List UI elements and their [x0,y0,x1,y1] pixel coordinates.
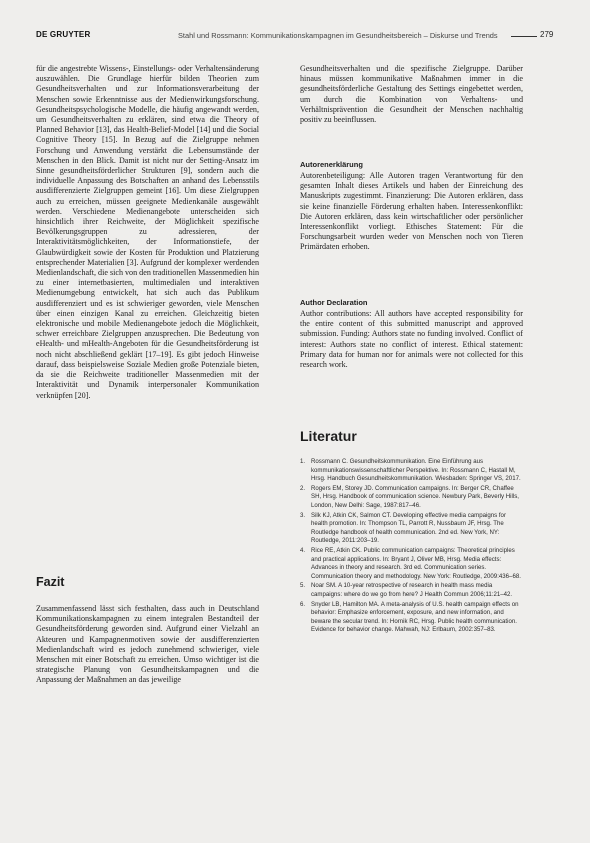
reference-number: 5. [300,582,306,590]
right-column [300,64,523,125]
reference-item [300,512,523,546]
reference-item [300,582,523,599]
fazit-section [36,604,259,686]
reference-item [300,547,523,581]
reference-text: Silk KJ, Atkin CK, Salmon CT. Developing effective media campaigns for health promotion. In: Thompson TL, Parrott R, Nussbaum JF, Hrsg. The Routledge handbook of health communication. 2nd ed. New York, NY: Routledge, 2011:203–19. [311,511,506,545]
page-header [36,28,556,42]
author-declaration-section [300,298,523,370]
header-rule [511,36,537,37]
autorenerklaerung-paragraph: Autorenbeteiligung: Alle Autoren tragen Verantwortung für den gesamten Inhalt dieses Artikels und haben der Einreichung des Manuskripts zugestimmt. Finanzierung: Die Autoren erklären, dass sie keine finanzielle Förderung erhalten haben. Interessenkonflikt: Die Autoren erklären, dass kein wirtschaftlicher oder persönlicher Interessenkonflikt vorliegt. Ethisches Statement: Für die Forschungsarbeit wurden weder von Menschen noch von Tieren Primärdaten erhoben. [300,171,523,252]
reference-text: Noar SM. A 10-year retrospective of research in health mass media campaigns: where do we go from here? J Health Commun 2006;11:21–42. [311,582,513,598]
reference-number: 4. [300,546,306,554]
reference-number: 1. [300,458,306,465]
left-column [36,64,259,401]
reference-number: 2. [300,484,306,492]
fazit-heading: Fazit [36,575,65,589]
publisher-logo: DE GRUYTER [36,30,91,39]
reference-text: Snyder LB, Hamilton MA. A meta-analysis of U.S. health campaign effects on behavior: Emphasize enforcement, exposure, and new information, and beware the secular trend. In: Hornik RC, Hrsg. Public health communication. Evidence for behavior change. Mahwah, NJ: Erlbaum, 2002:357–83. [311,600,519,634]
left-body-paragraph: für die angestrebte Wissens-, Einstellungs- oder Verhaltensänderung auszuwählen. Die Grundlage hierfür bilden Theorien zum Gesundheitsverhalten und zur Informationsverarbeitung der Menschen sowie Erkenntnisse aus der Medienwirkungsforschung. Gesundheitspsychologische Modelle, die häufig angewandt werden, um Gesundheitsverhalten zu erklären, sind etwa die Theory of Planned Behavior [13], das Health-Belief-Model [14] und die Social Cognitive Theory [15]. In Bezug auf die Zielgruppe nehmen Forschung und Anwendung verstärkt die Lebensumstände der Menschen in den Blick. Damit ist nicht nur der Setting-Ansatz im Sinne gesundheitsförderlicher Strukturen [9], sondern auch die individuelle Anpassung des Botschaften an anhand des Lebensstils ausdifferenzierte Zielgruppen gemeint [16]. Um diese Zielgruppen auch zu erreichen, müssen geeignete Medienkanäle ausgewählt werden. Verschiedene Medienangebote unterscheiden sich hinsichtlich ihrer Reichweite, der Möglichkeit spezifische Bevölkerungsgruppen zu adressieren, der Interaktivitätsmöglichkeiten, der Informationstiefe, der Glaubwürdigkeit sowie der Kosten für Produktion und Platzierung entsprechender Materialien [3]. Aufgrund der komplexer werdenden Medienlandschaft, die sich von den traditionellen Massenmedien hin zu einer internetbasierten, multimedialen und interaktiven Medienumgebung entwickelt, hat sich auch das Publikum ausdifferenziert und es ist schwieriger geworden, viele Menschen über einen einzigen Kanal zu erreichen. Gleichzeitig bieten elektronische und mobile Medienangebote jedoch die Möglichkeit, schwer erreichbare Zielgruppen anzusprechen. Die Bedeutung von eHealth- und mHealth-Angeboten für die Gesundheitsförderung ist noch nicht abschließend geklärt [17–19]. Es gibt jedoch Hinweise darauf, dass beispielsweise Soziale Medien große Potenziale bieten, da sie die Reichweite traditioneller Massenmedien mit der Interaktivität und Dynamik interpersonaler Kommunikation verknüpfen [20]. [36,64,259,400]
author-declaration-paragraph: Author contributions: All authors have accepted responsibility for the entire content of this submitted manuscript and approved submission. Funding: Authors state no funding involved. Conflict of interest: Authors state no conflict of interest. Ethical statement: Primary data for human nor for animals were not collected for this research work. [300,309,523,370]
reference-list [300,458,523,636]
fazit-paragraph: Zusammenfassend lässt sich festhalten, dass auch in Deutschland Kommunikationskampagnen zu einem integralen Bestandteil der Gesundheitsförderung geworden sind. Aufgrund einer Vielzahl an Akteuren und Kampagnenmotiven sowie der ausdifferenzierten Medienlandschaft wird es jedoch zunehmend schwieriger, viele Menschen mit einer Botschaft zu erreichen. Umso wichtiger ist die strategische Planung von Gesundheitskampagnen und die Anpassung der Maßnahmen an das jeweilige [36,604,259,685]
reference-text: Rogers EM, Storey JD. Communication campaigns. In: Berger CR, Chaffee SH, Hrsg. Handbook of communication science. Newbury Park, Beverly Hills, London, New Delhi: Sage, 1987:817–46. [311,484,519,509]
reference-item [300,458,523,484]
reference-number: 3. [300,511,306,519]
autorenerklaerung-section [300,160,523,253]
reference-text: Rossmann C. Gesundheitskommunikation. Eine Einführung aus kommunikationswissenschaftlicher Perspektive. In: Rossmann C, Hastall M, Hrsg. Handbuch Gesundheitskommunikation. Wiesbaden: Springer VS, 2017. [311,458,521,483]
right-body-paragraph: Gesundheitsverhalten und die spezifische Zielgruppe. Darüber hinaus müssen kommunikative Maßnahmen immer in die gesundheitsförderliche Gestaltung des Settings eingebettet werden, um durch die Kombination von Verhaltens- und Verhältnisprävention die Gesundheit der Menschen nachhaltig positiv zu beeinflussen. [300,64,523,125]
reference-text: Rice RE, Atkin CK. Public communication campaigns: Theoretical principles and practical applications. In: Bryant J, Oliver MB, Hrsg. Media effects: Advances in theory and research. 3rd ed. Communication series. Communication theory and methodology. New York: Routledge, 2009:436–68. [311,546,521,580]
running-title: Stahl und Rossmann: Kommunikationskampagnen im Gesundheitsbereich – Diskurse und Trends [178,31,498,40]
author-declaration-heading: Author Declaration [300,298,368,307]
literatur-heading: Literatur [300,428,357,444]
reference-item [300,601,523,635]
autorenerklaerung-heading: Autorenerklärung [300,160,363,169]
reference-item [300,485,523,511]
page-number: 279 [540,30,554,39]
reference-number: 6. [300,600,306,608]
